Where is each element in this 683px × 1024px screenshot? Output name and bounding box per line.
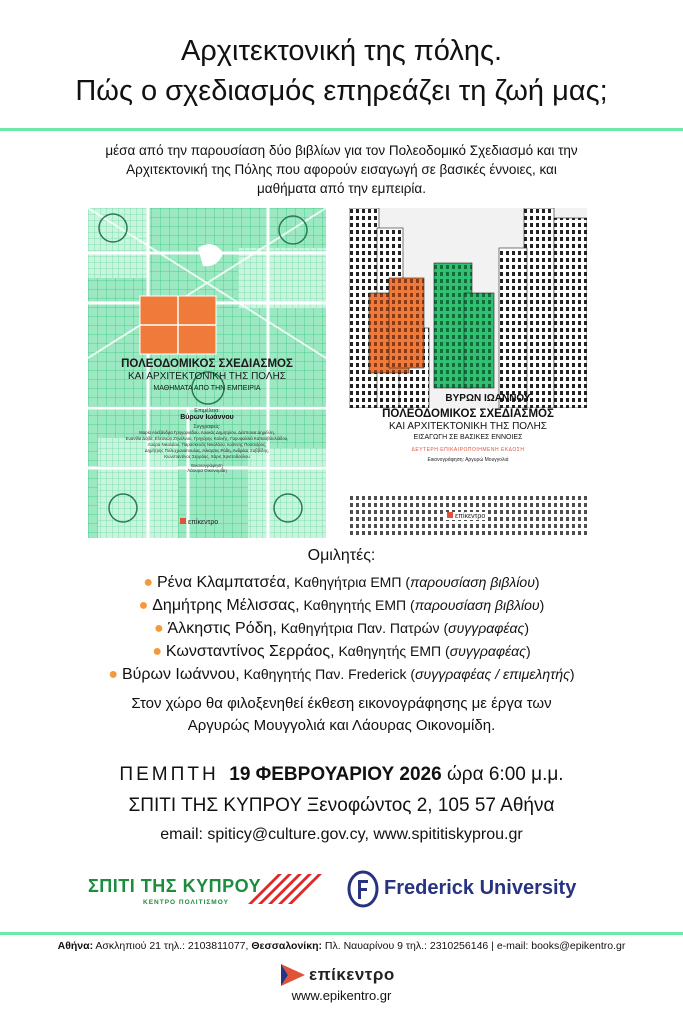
book-1-authors-line: Κωνσταντίνος Σερράος, Χάρις Χριστοδούλου: [164, 454, 250, 459]
frederick-logo-name: Frederick University: [384, 877, 577, 899]
epikentro-mark-icon: [180, 518, 186, 524]
epikentro-logo-name: επίκεντρο: [309, 965, 395, 984]
footer-thess-label: Θεσσαλονίκη:: [251, 940, 322, 952]
book-1-authors-label: Συγγραφείς:: [193, 424, 221, 430]
event-day: ΠΕΜΠΤΗ: [119, 764, 219, 785]
exhibition-line: Στον χώρο θα φιλοξενηθεί έκθεση εικονογράφησης με έργα των: [131, 695, 552, 712]
bullet-dot-icon: ●: [152, 643, 163, 660]
book-cover-1-text: [88, 358, 326, 473]
speaker-note: παρουσίαση βιβλίου: [414, 597, 540, 613]
book-2-subtitle: ΕΙΣΑΓΩΓΗ ΣΕ ΒΑΣΙΚΕΣ ΕΝΝΟΙΕΣ: [413, 434, 523, 441]
book-2-edition: ΔΕΥΤΕΡΗ ΕΠΙΚΑΙΡΟΠΟΙΗΜΕΝΗ ΕΚΔΟΣΗ: [411, 447, 525, 453]
speaker-row: ● Κωνσταντίνος Σερράος, Καθηγητής ΕΜΠ (συγγραφέας): [152, 643, 531, 660]
event-contact[interactable]: email: spiticy@culture.gov.cy, www.spititiskyprou.gr: [160, 826, 523, 843]
speaker-note: συγγραφέας: [448, 620, 525, 636]
book-2-title-line-2: ΚΑΙ ΑΡΧΙΤΕΚΤΟΝΙΚΗ ΤΗΣ ΠΟΛΗΣ: [389, 421, 547, 432]
speaker-row: ● Βύρων Ιωάννου, Καθηγητής Παν. Frederick (συγγραφέας / επιμελητής): [108, 666, 575, 683]
book-2-title-line-1: ΠΟΛΕΟΔΟΜΙΚΟΣ ΣΧΕΔΙΑΣΜΟΣ: [382, 408, 554, 420]
book-2-author: ΒΥΡΩΝ ΙΩΑΝΝΟΥ: [445, 393, 531, 404]
speakers-heading: Ομιλητές:: [307, 547, 376, 564]
spiti-logo-name: ΣΠΙΤΙ ΤΗΣ ΚΥΠΡΟΥ: [88, 876, 262, 896]
event-time: ώρα 6:00 μ.μ.: [446, 764, 564, 785]
book-2-illustration: Εικονογράφηση: Αργυρώ Μουγγολιά: [427, 457, 509, 463]
book-1-publisher-label: επίκεντρο: [188, 519, 219, 526]
book-cover-2: [349, 208, 587, 538]
speaker-role: Καθηγητής Παν. Frederick: [243, 666, 407, 682]
frederick-university-logo: [346, 868, 596, 912]
book-1-title-line-1: ΠΟΛΕΟΔΟΜΙΚΟΣ ΣΧΕΔΙΑΣΜΟΣ: [121, 358, 293, 370]
book-1-publisher: [180, 518, 218, 526]
speaker-name: Δημήτρης Μέλισσας,: [152, 597, 300, 614]
speaker-note: συγγραφέας / επιμελητής: [415, 666, 570, 682]
page-title-line-2: Πώς ο σχεδιασμός επηρεάζει τη ζωή μας;: [75, 75, 608, 107]
speaker-role: Καθηγήτρια ΕΜΠ: [294, 574, 402, 590]
bottom-divider: [0, 932, 683, 935]
event-venue: ΣΠΙΤΙ ΤΗΣ ΚΥΠΡΟΥ Ξενοφώντος 2, 105 57 Αθήνα: [128, 795, 555, 816]
book-1-editor: Βύρων Ιωάννου: [180, 414, 234, 421]
frederick-emblem-icon: [346, 870, 380, 908]
speaker-name: Κωνσταντίνος Σερράος,: [165, 643, 335, 660]
book-1-subtitle: ΜΑΘΗΜΑΤΑ ΑΠΟ ΤΗΝ ΕΜΠΕΙΡΙΑ: [153, 385, 261, 392]
intro-line: μαθήματα από την εμπειρία.: [257, 181, 426, 196]
spiti-tis-kyprou-logo: [88, 868, 328, 918]
book-1-title-line-2: ΚΑΙ ΑΡΧΙΤΕΚΤΟΝΙΚΗ ΤΗΣ ΠΟΛΗΣ: [128, 371, 286, 382]
book-1-authors-line: Μαρία Αλεξάνδρα Γρηγοριάδου, Λουκάς Δημητρίου, Δέσποινα Δημέλλη,: [139, 430, 275, 435]
book-cover-1: [88, 208, 326, 538]
book-1-authors-line: Δημήτρης Πολυχρονόπουλος, Άλκηστις Ρόδη, Ανδρέας Σαββίδης,: [144, 448, 270, 453]
footer-athens: Ασκληπιού 21 τηλ.: 2103811077,: [95, 940, 249, 952]
book-1-editor-label: Επιμέλεια:: [194, 408, 220, 414]
event-date-value: 19 ΦΕΒΡΟΥΑΡΙΟΥ 2026: [229, 764, 442, 785]
speaker-name: Βύρων Ιωάννου,: [121, 666, 240, 683]
speaker-name: Άλκηστις Ρόδη,: [167, 620, 277, 637]
speaker-row: ● Δημήτρης Μέλισσας, Καθηγητής ΕΜΠ (παρουσίαση βιβλίου): [138, 597, 545, 614]
intro-line: Αρχιτεκτονική της Πόλης που αφορούν εισαγωγή σε βασικές έννοιες, και: [126, 162, 557, 177]
book-cover-2-text: [349, 393, 587, 463]
book-1-authors-line: Λαύρα Νικολάου, Παρασκευάς Νικολάου, Ιωάννης Ποσσιόρος,: [147, 442, 267, 447]
bullet-dot-icon: ●: [143, 574, 154, 591]
book-1-authors-line: Ευανθία Δόβα, Ελεονώρ Ζηνέλνου, Γρηγόρης Καλνής, Γαρυφαλλιά Καπασβόυλιάδου,: [125, 436, 289, 441]
speaker-row: ● Άλκηστις Ρόδη, Καθηγήτρια Παν. Πατρών (συγγραφέας): [153, 620, 530, 637]
speaker-role: Καθηγητής ΕΜΠ: [338, 643, 442, 659]
book-1-illustration-label: Εικονογράφηση: [191, 463, 223, 468]
intro-text: [60, 141, 623, 198]
bullet-dot-icon: ●: [138, 597, 149, 614]
speaker-name: Ρένα Κλαμπατσέα,: [156, 574, 291, 591]
spiti-logo-subtitle: ΚΕΝΤΡΟ ΠΟΛΙΤΙΣΜΟΥ: [143, 899, 229, 906]
epikentro-arrow-icon: [279, 962, 307, 988]
footer-website[interactable]: www.epikentro.gr: [291, 988, 392, 1003]
footer-address: [0, 940, 683, 952]
intro-line: μέσα από την παρουσίαση δύο βιβλίων για τον Πολεοδομικό Σχεδιασμό και την: [105, 143, 578, 158]
book-1-illustrator: Λάουρα Οικονομίδη: [187, 468, 227, 473]
speaker-note: παρουσίαση βιβλίου: [410, 574, 535, 590]
book-2-publisher: [445, 512, 487, 520]
epikentro-mark-icon: [447, 512, 453, 518]
speaker-role: Καθηγητής ΕΜΠ: [303, 597, 407, 613]
exhibition-text: [30, 693, 653, 737]
spiti-stripes-icon: [248, 868, 328, 908]
speaker-role: Καθηγήτρια Παν. Πατρών: [280, 620, 440, 636]
event-date: [0, 764, 683, 786]
exhibition-line: Αργυρώς Μουγγολιά και Λάουρας Οικονομίδη.: [187, 717, 496, 734]
bullet-dot-icon: ●: [153, 620, 164, 637]
book-cover-2-art: [349, 208, 587, 538]
speaker-row: ● Ρένα Κλαμπατσέα, Καθηγήτρια ΕΜΠ (παρουσίαση βιβλίου): [143, 574, 540, 591]
footer-thess: Πλ. Ναυαρίνου 9 τηλ.: 2310256146 | e-mail: books@epikentro.gr: [324, 940, 626, 952]
top-divider: [0, 128, 683, 131]
bullet-dot-icon: ●: [108, 666, 119, 683]
page-title-line-1: Αρχιτεκτονική της πόλης.: [180, 35, 503, 67]
footer-athens-label: Αθήνα:: [57, 940, 94, 952]
speaker-note: συγγραφέας: [449, 643, 526, 659]
book-2-publisher-label: επίκεντρο: [455, 513, 486, 520]
